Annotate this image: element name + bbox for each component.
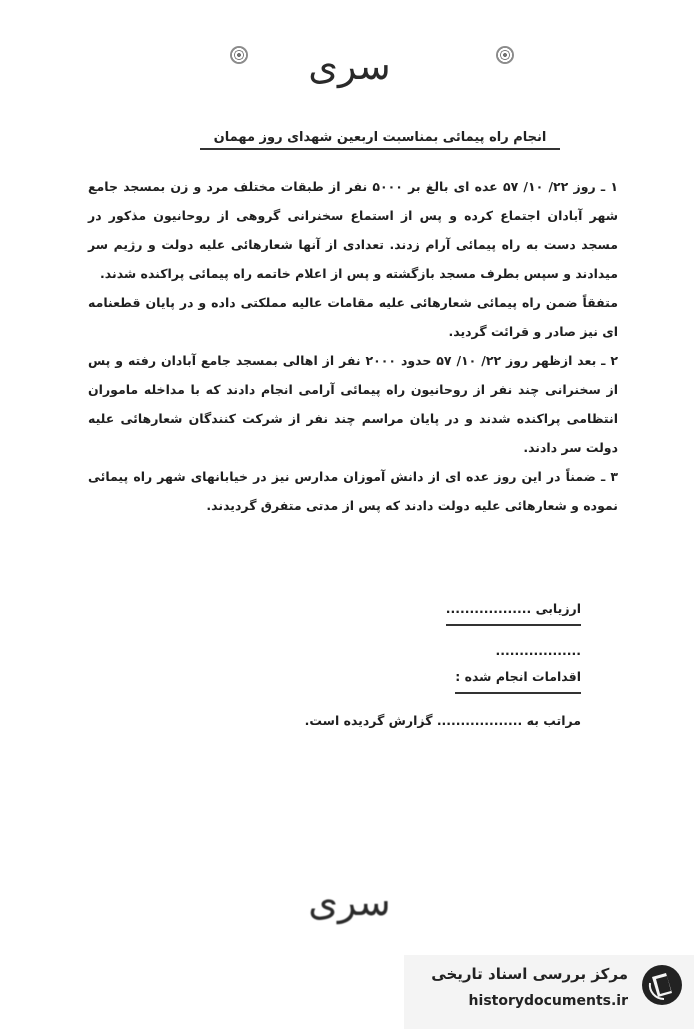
- actions-label: اقدامات انجام شده :: [455, 664, 581, 694]
- signature-block: [281, 596, 581, 734]
- paragraph: ۳ ـ ضمناً در این روز عده ای از دانش آموزان مدارس نیز در خیابانهای شهر راه پیمائی نموده و شعارهائی علیه دولت دادند که پس از مدتی متفرق گردیدند.: [88, 469, 618, 513]
- paragraph: ۲ ـ بعد ازظهر روز ۲۲/ ۱۰/ ۵۷ حدود ۲۰۰۰ نفر از اهالی بمسجد جامع آبادان رفته و پس از سخنرانی چند نفر از روحانیون راه پیمائی آرامی انجام دادند که با مداخله ماموران انتظامی پراکنده شدند و در پایان مراسم چند نفر از شرکت کنندگان شعارهائی علیه دولت سر دادند.: [88, 353, 619, 455]
- archive-logo-icon: [640, 963, 684, 1007]
- paragraph: ۱ ـ روز ۲۲/ ۱۰/ ۵۷ عده ای بالغ بر ۵۰۰۰ نفر از طبقات مختلف مرد و زن بمسجد جامع شهر آبادان اجتماع کرده و پس از استماع سخنرانی گروهی از روحانیون مذکور در مسجد دست به راه پیمائی آرام زدند. تعدادی از آنها شعارهائی علیه دولت و رژیم سر میدادند و سپس بطرف مسجد بازگشته و پس از اعلام خاتمه راه پیمائی پراکنده شدند.: [88, 179, 619, 281]
- assessment-label: ارزیابی ..................: [446, 596, 581, 626]
- signature-note: مراتب به .................. گزارش گردیده است.: [304, 713, 581, 728]
- watermark-title: مرکز بررسی اسناد تاریخی: [431, 965, 628, 983]
- watermark-url: historydocuments.ir: [468, 993, 628, 1009]
- classification-stamp-bottom: سری: [308, 880, 391, 924]
- document-subject: انجام راه پیمائی بمناسبت اربعین شهدای روز مهمان: [200, 130, 560, 150]
- paragraph: متفقاً ضمن راه پیمائی شعارهائی علیه مقامات عالیه مملکتی داده و در پایان قطعنامه ای نیز صادر و قرائت گردید.: [88, 295, 618, 339]
- document-body: [88, 172, 618, 520]
- assessment-value: ..................: [495, 643, 581, 658]
- watermark: [404, 955, 694, 1029]
- classification-stamp-top: سری: [308, 44, 391, 88]
